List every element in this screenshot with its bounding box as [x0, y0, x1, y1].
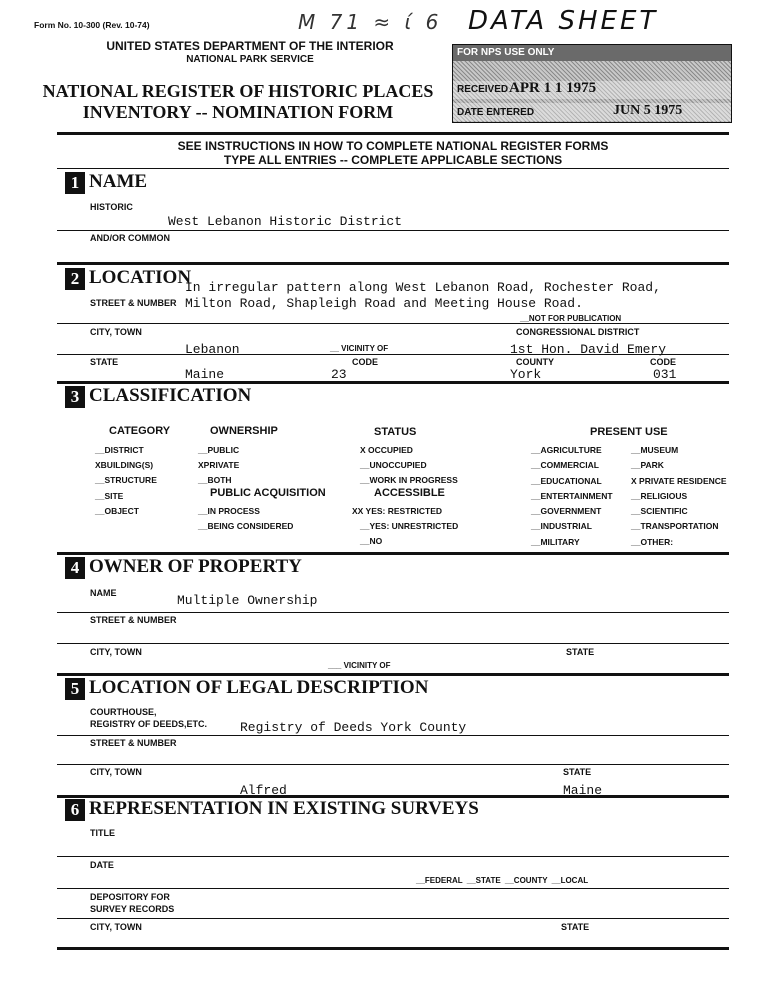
received-date: APR 1 1 1975 — [509, 80, 597, 96]
nps-use-only-box — [452, 44, 732, 123]
legal-street-line — [57, 764, 729, 765]
present-use-option[interactable]: __MILITARY — [531, 536, 580, 547]
owner-street-label: STREET & NUMBER — [90, 615, 177, 625]
category-option[interactable]: __SITE — [95, 490, 124, 501]
city-town-label: CITY, TOWN — [90, 327, 142, 337]
ownership-option[interactable]: XPRIVATE — [198, 460, 240, 471]
present-use-option[interactable]: __OTHER: — [631, 536, 674, 547]
present-use-options-1 — [531, 443, 613, 550]
section-2-end — [57, 381, 729, 384]
section-5-title: LOCATION OF LEGAL DESCRIPTION — [89, 677, 429, 698]
survey-date-label: DATE — [90, 860, 114, 870]
county-code-label: CODE — [650, 357, 677, 367]
present-use-option[interactable]: __TRANSPORTATION — [631, 521, 719, 532]
present-use-option[interactable]: __ENTERTAINMENT — [531, 490, 613, 501]
legal-city-label: CITY, TOWN — [90, 767, 142, 777]
congressional-district-value[interactable]: 1st Hon. David Emery — [510, 342, 667, 357]
survey-date-line — [57, 888, 729, 889]
location-line2[interactable]: Milton Road, Shapleigh Road and Meeting House Road. — [185, 296, 583, 311]
section-2-title: LOCATION — [89, 267, 192, 288]
street-line — [57, 323, 729, 324]
date-entered-label: DATE ENTERED — [457, 107, 535, 118]
section-3-title: CLASSIFICATION — [89, 385, 252, 406]
category-options — [95, 443, 157, 519]
owner-name-label: NAME — [90, 588, 117, 598]
historic-label: HISTORIC — [90, 202, 133, 212]
section-4-number: 4 — [65, 557, 85, 579]
section-1-title: NAME — [89, 171, 148, 192]
owner-street-line — [57, 643, 729, 644]
present-use-option[interactable]: __GOVERNMENT — [531, 506, 602, 517]
status-heading: STATUS — [374, 426, 417, 438]
status-options — [360, 443, 458, 489]
handwritten-scribble: M 71 ≈ ί 6 — [298, 10, 443, 34]
state-value[interactable]: Maine — [185, 367, 225, 382]
accessible-option[interactable]: __YES: UNRESTRICTED — [360, 521, 459, 532]
owner-name-value[interactable]: Multiple Ownership — [177, 593, 318, 608]
present-use-option[interactable]: __INDUSTRIAL — [531, 521, 592, 532]
accessible-option[interactable]: __NO — [360, 536, 383, 547]
survey-title-line — [57, 856, 729, 857]
accessible-options — [352, 504, 458, 550]
section-6-number: 6 — [65, 799, 85, 821]
data-sheet-handwritten: DATA SHEET — [468, 6, 659, 36]
ownership-option[interactable]: __PUBLIC — [198, 445, 240, 455]
ownership-option[interactable]: __BOTH — [198, 475, 232, 486]
ownership-heading: OWNERSHIP — [210, 425, 278, 437]
section-6-title: REPRESENTATION IN EXISTING SURVEYS — [89, 798, 479, 819]
form-title-line1: NATIONAL REGISTER OF HISTORIC PLACES — [42, 81, 434, 101]
not-for-publication[interactable]: __NOT FOR PUBLICATION — [520, 314, 622, 323]
header-divider — [57, 132, 729, 135]
instructions-divider — [57, 168, 729, 169]
category-option[interactable]: __DISTRICT — [95, 445, 144, 455]
instructions-line1: SEE INSTRUCTIONS IN HOW TO COMPLETE NATIONAL REGISTER FORMS — [177, 139, 609, 153]
present-use-option[interactable]: __AGRICULTURE — [531, 445, 602, 455]
code-label: CODE — [352, 357, 379, 367]
survey-state-label: STATE — [561, 922, 590, 932]
present-use-option[interactable]: __RELIGIOUS — [631, 490, 688, 501]
ownership-options — [198, 443, 239, 489]
instructions-line2: TYPE ALL ENTRIES -- COMPLETE APPLICABLE SECTIONS — [223, 153, 563, 167]
category-option[interactable]: XBUILDING(S) — [95, 460, 154, 471]
nps-use-only-label: FOR NPS USE ONLY — [457, 47, 555, 58]
received-label: RECEIVED — [457, 84, 509, 95]
present-use-option[interactable]: X PRIVATE RESIDENCE — [631, 475, 727, 486]
owner-name-line — [57, 612, 729, 613]
courthouse-label: COURTHOUSE, — [90, 707, 157, 717]
present-use-option[interactable]: __SCIENTIFIC — [631, 506, 688, 517]
owner-city-label: CITY, TOWN — [90, 647, 142, 657]
county-value[interactable]: York — [510, 367, 542, 382]
category-option[interactable]: __STRUCTURE — [95, 475, 157, 486]
section-6-end — [57, 947, 729, 950]
acquisition-options — [198, 504, 293, 534]
legal-state-value[interactable]: Maine — [563, 783, 603, 798]
present-use-options-2 — [631, 443, 727, 550]
historic-name-value[interactable]: West Lebanon Historic District — [168, 214, 403, 229]
survey-city-label: CITY, TOWN — [90, 922, 142, 932]
section-1-number: 1 — [65, 172, 85, 194]
accessible-option[interactable]: XX YES: RESTRICTED — [352, 506, 443, 516]
present-use-option[interactable]: __PARK — [631, 460, 664, 471]
legal-city-value[interactable]: Alfred — [240, 783, 287, 798]
department-name: UNITED STATES DEPARTMENT OF THE INTERIOR — [106, 39, 394, 53]
present-use-option[interactable]: __MUSEUM — [631, 445, 679, 455]
accessible-heading: ACCESSIBLE — [374, 487, 445, 499]
city-line — [57, 354, 729, 355]
county-code-value[interactable]: 031 — [653, 367, 677, 382]
form-number: Form No. 10-300 (Rev. 10-74) — [34, 20, 150, 30]
depository-line — [57, 918, 729, 919]
common-label: AND/OR COMMON — [90, 233, 170, 243]
service-name: NATIONAL PARK SERVICE — [186, 54, 314, 65]
legal-street-label: STREET & NUMBER — [90, 738, 177, 748]
public-acquisition-heading: PUBLIC ACQUISITION — [210, 487, 326, 499]
state-label: STATE — [90, 357, 119, 367]
form-title-line2: INVENTORY -- NOMINATION FORM — [82, 102, 394, 122]
street-number-label: STREET & NUMBER — [90, 298, 177, 308]
registry-line — [57, 735, 729, 736]
section-3-end — [57, 552, 729, 555]
status-option[interactable]: X OCCUPIED — [360, 445, 413, 455]
category-option[interactable]: __OBJECT — [95, 505, 139, 516]
acquisition-option[interactable]: __IN PROCESS — [198, 506, 260, 516]
category-heading: CATEGORY — [109, 425, 171, 437]
owner-vicinity-of: ___ VICINITY OF — [328, 661, 391, 670]
depository-label-1: DEPOSITORY FOR — [90, 892, 170, 902]
present-use-heading: PRESENT USE — [590, 426, 668, 438]
depository-label-2: SURVEY RECORDS — [90, 904, 175, 914]
survey-title-label: TITLE — [90, 828, 115, 838]
registry-label: REGISTRY OF DEEDS,ETC. — [90, 719, 208, 729]
location-line1[interactable]: In irregular pattern along West Lebanon Road, Rochester Road, — [185, 280, 661, 295]
status-option[interactable]: __WORK IN PROGRESS — [360, 475, 458, 486]
section-4-title: OWNER OF PROPERTY — [89, 556, 302, 577]
status-option[interactable]: __UNOCCUPIED — [360, 460, 427, 471]
city-value[interactable]: Lebanon — [185, 342, 240, 357]
county-label: COUNTY — [516, 357, 554, 367]
legal-state-label: STATE — [563, 767, 592, 777]
vicinity-of: __ VICINITY OF — [330, 344, 389, 353]
section-2-number: 2 — [65, 268, 85, 290]
present-use-option[interactable]: __COMMERCIAL — [531, 460, 600, 471]
state-code-value[interactable]: 23 — [331, 367, 347, 382]
present-use-option[interactable]: __EDUCATIONAL — [531, 475, 602, 486]
section-4-end — [57, 673, 729, 676]
survey-levels[interactable]: __FEDERAL __STATE __COUNTY __LOCAL — [416, 876, 589, 885]
owner-state-label: STATE — [566, 647, 595, 657]
section-1-end — [57, 262, 729, 265]
date-entered-value: JUN 5 1975 — [613, 103, 683, 118]
section-5-number: 5 — [65, 678, 85, 700]
acquisition-option[interactable]: __BEING CONSIDERED — [198, 521, 294, 532]
congressional-district-label: CONGRESSIONAL DISTRICT — [516, 327, 640, 337]
registry-value[interactable]: Registry of Deeds York County — [240, 720, 467, 735]
historic-line — [57, 230, 729, 231]
section-3-number: 3 — [65, 386, 85, 408]
